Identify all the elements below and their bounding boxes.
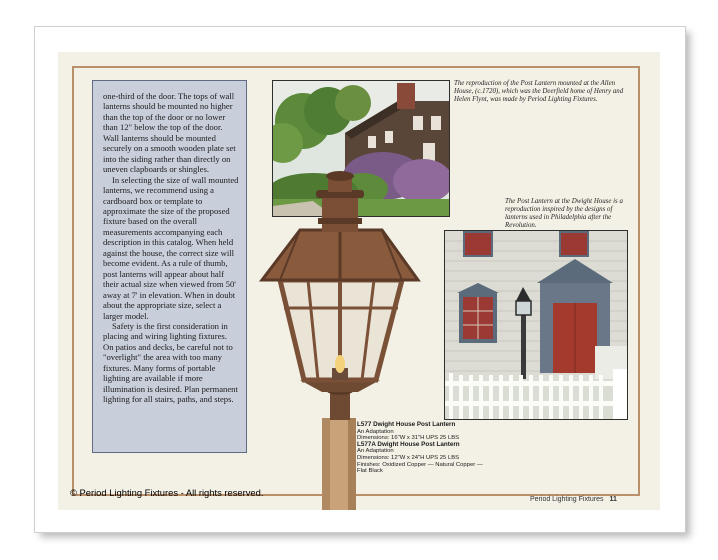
lantern-specifications [357, 422, 557, 475]
page-number: 11 [609, 496, 617, 503]
body-paragraph-3: Safety is the first consideration in placing and wiring lighting fixtures. On patios and decks, be careful not to "overlight" the area with too many fixtures. Many forms of portable lighting are available if more illumination is desired. Plan permanent lighting for all stairs, paths, and steps. [103, 320, 238, 405]
body-paragraph-2: In selecting the size of wall mounted lanterns, we recommend using a cardboard box or template to approximate the size of the proposed fixture based on the overall measurements accompanying each description in this catalog. When held against the house, the correct size will become evident. As a rule of thumb, post lanterns will appear about half their actual size when viewed from 50' away at 7' in elevation. When in doubt about the appropriate size, select a larger model. [103, 174, 239, 321]
spec-model2-title: L577A Dwight House Post Lantern [357, 440, 460, 448]
dwight-house-photo [444, 230, 628, 420]
footer-brand-name: Period Lighting Fixtures [530, 496, 604, 503]
spec-model2-dimensions: Dimensions: 12"W x 24"H UPS 25 LBS [357, 454, 460, 461]
spec-model1-dimensions: Dimensions: 16"W x 31"H UPS 25 LBS [357, 435, 460, 442]
spec-model2-subtitle: An Adaptation [357, 448, 394, 455]
spec-model1-subtitle: An Adaptation [357, 428, 394, 435]
body-paragraph-1: one-third of the door. The tops of wall lanterns should be mounted no higher than the top of the door or no lower than 12" below the top of the door. Wall lanterns should be mounted securely on a smooth wooden plate set into the siding rather than directly on uneven clapboards or shingles. [103, 91, 236, 175]
spec-model1-title: L577 Dwight House Post Lantern [357, 421, 456, 428]
copyright-notice: © Period Lighting Fixtures - All rights reserved. [70, 487, 264, 498]
body-text-panel [92, 80, 247, 453]
page-footer [530, 496, 617, 503]
spec-finishes: Finishes: Oxidized Copper — Natural Copper — Flat Black [357, 461, 483, 475]
allen-house-caption: The reproduction of the Post Lantern mounted at the Allen House, (c.1720), which was the Deerfield home of Henry and Helen Flynt, was made by Period Lighting Fixtures. [454, 80, 624, 103]
dwight-house-caption: The Post Lantern at the Dwight House is a reproduction inspired by the designs of lanterns used in Philadelphia after the Revolution. [505, 198, 623, 229]
